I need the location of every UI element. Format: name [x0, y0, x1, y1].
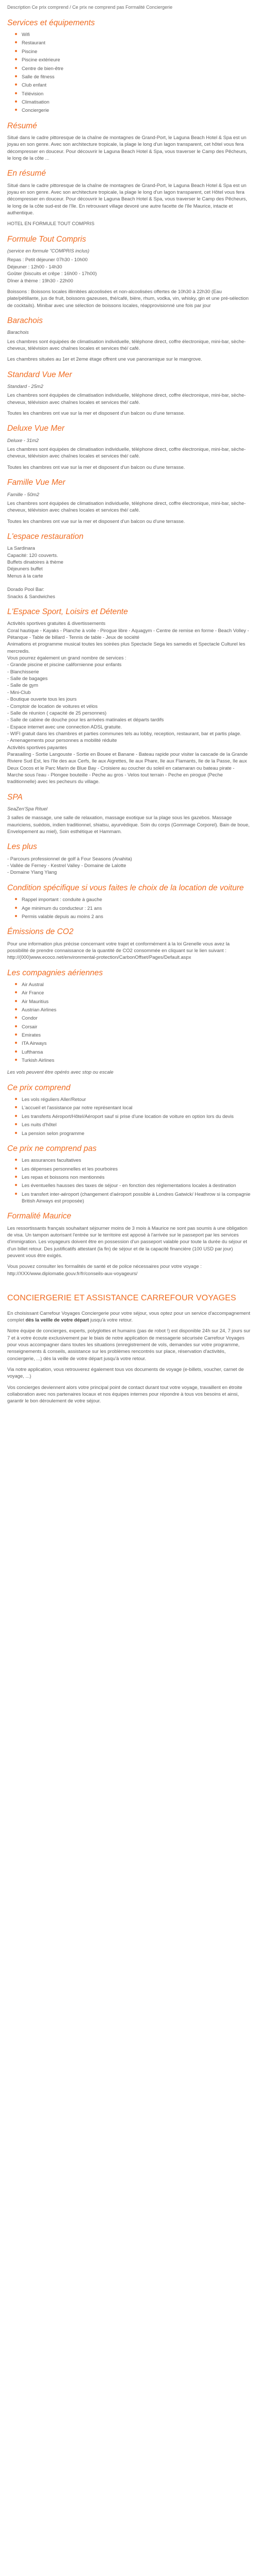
conciergerie-title: CONCIERGERIE ET ASSISTANCE CARREFOUR VOYAGES: [7, 1294, 236, 1303]
list-item: Les transferts Aéroport/Hôtel/Aéroport sauf si prise d'une location de voiture en option lors du devis: [14, 1113, 251, 1120]
spa-subtitle: SeaZen'Spa Rituel: [7, 806, 47, 812]
standard-subtitle: Standard - 25m2: [7, 383, 43, 389]
list-item: Piscine: [14, 48, 251, 55]
formalite-text: Les ressortissants français souhaitant séjourner moins de 3 mois à Maurice ne sont pas soumis à une obligation de visa. Un tampon autorisant l'entrée sur le territoire est apposé à l'arrivée sur le passeport par les services d'immigration. Les voyageurs doivent être en possession d'un passeport valable pour toute la durée du séjour et d'un billet retour. Des justificatifs attestant (la fin) de séjour et de la capacité financière (100 USD par jour) peuvent vous être exigés.: [7, 1225, 248, 1259]
en-resume-text: Situé dans le cadre pittoresque de la chaîne de montagnes de Grand-Port, le Laguna Beach Hotel & Spa est un joyau en son genre. Avec son architecture tropicale, la plage le long d'un lagon transparent, cet Hôtel vous fera décompresser en douceur. Pour découvrir le Laguna Beach Hotel & Spa, vous traverser le Camp des Pêcheurs, le long de la côte sud-est de l'île. En retrouvant village devoré une autre facette de l'île Maurice, intacte et authentique.: [7, 182, 247, 216]
plus-title: Les plus: [7, 842, 37, 852]
list-item: Conciergerie: [14, 107, 251, 113]
list-item: Club enfant: [14, 81, 251, 88]
breadcrumb[interactable]: Description Ce prix comprend / Ce prix ne comprend pas Formalité Conciergerie: [7, 5, 173, 10]
list-item: Air Austral: [14, 981, 251, 988]
famille-note: Toutes les chambres ont vue sur la mer et disposent d'un balcon ou d'une terrasse.: [7, 518, 185, 524]
list-item: Les éventuelles hausses des taxes de séjour - en fonction des réglementations locales à destination: [14, 1182, 251, 1189]
en-resume-title: En résumé: [7, 169, 46, 178]
resume-text: Situé dans le cadre pittoresque de la chaîne de montagnes de Grand-Port, le Laguna Beach Hotel & Spa est un joyau en son genre. Avec son architecture tropicale, la plage le long d'un lagon transparent, cet hôtel vous fera décompresser en douceur. Pour découvrir le Laguna Beach Hotel & Spa, vous traverser le Camp des Pêcheurs, le long de la côte ...: [7, 134, 247, 161]
plus-text: - Parcours professionnel de golf à Four Seasons (Anahita) - Vallée de Ferney - Kestrel Valley - Domaine de Lalotte - Domaine Ylang Ylang: [7, 855, 132, 875]
deluxe-note: Toutes les chambres ont vue sur la mer et disposent d'un balcon ou d'une terrasse.: [7, 464, 185, 470]
list-item: Restaurant: [14, 39, 251, 46]
conciergerie-text: Notre équipe de concierges, experts, polyglottes et humains (pas de robot !) est disponible 24h sur 24, 7 jours sur 7 et à votre écoute exclusivement par le biais de notre application de messagerie sécurisée Carrefour Voyages pour vous accompagner dans toutes les situations (enregistrement de vols, demandes sur votre programme, renseignements & conseils, assistance sur les problèmes rencontrés sur place, réservation d'activités, conciergerie, ...) dès la veille de votre départ jusqu'à votre retour.: [7, 1328, 251, 1361]
famille-title: Famille Vue Mer: [7, 478, 66, 487]
list-item: La pension selon programme: [14, 1130, 251, 1137]
compagnies-title: Les compagnies aériennes: [7, 968, 103, 977]
ne-comprend-list: [7, 1157, 251, 1204]
services-title: Services et équipements: [7, 18, 95, 27]
en-resume-note: HOTEL EN FORMULE TOUT COMPRIS: [7, 221, 94, 227]
list-item: Les dépenses personnelles et les pourboires: [14, 1165, 251, 1172]
comprend-list: [7, 1096, 251, 1137]
conciergerie-contact: Vos concierges deviennent alors votre principal point de contact durant tout votre voyage, travaillent en étroite collaboration avec nos partenaires locaux et nos équipes internes pour répondre à tous vos besoins et ainsi, garantir le bon déroulement de votre séjour.: [7, 1384, 243, 1404]
list-item: Les vols réguliers Aller/Retour: [14, 1096, 251, 1103]
ne-comprend-title: Ce prix ne comprend pas: [7, 1144, 97, 1153]
sport-title: L'Espace Sport, Loisirs et Détente: [7, 607, 128, 617]
deluxe-text: Les chambres sont équipées de climatisation individuelle, téléphone direct, coffre électronique, mini-bar, sèche-cheveux, télévision avec chaînes locales et services thé/ café.: [7, 446, 246, 459]
formule-subtitle: (service en formule "COMPRIS inclus): [7, 248, 90, 254]
list-item: Permis valable depuis au moins 2 ans: [14, 913, 251, 920]
spa-title: SPA: [7, 792, 23, 802]
compagnies-list: [7, 981, 251, 1063]
standard-title: Standard Vue Mer: [7, 370, 72, 379]
list-item: Piscine extérieure: [14, 56, 251, 63]
condition-title: Condition spécifique si vous faites le choix de la location de voiture: [7, 883, 244, 892]
list-item: Turkish Airlines: [14, 1057, 251, 1063]
resume-title: Résumé: [7, 121, 37, 130]
barachois-note: Les chambres situées au 1er et 2eme étage offrent une vue panoramique sur le mangrove.: [7, 356, 202, 362]
list-item: Télévision: [14, 90, 251, 97]
list-item: Austrian Airlines: [14, 1006, 251, 1013]
famille-subtitle: Famille - 50m2: [7, 491, 39, 497]
list-item: Corsair: [14, 1023, 251, 1030]
barachois-title: Barachois: [7, 316, 43, 325]
list-item: Climatisation: [14, 98, 251, 105]
list-item: Air France: [14, 989, 251, 996]
formalite-link-text: Vous pouvez consulter les formalités de santé et de police nécessaires pour votre voyage : http://XXX/www.diplomatie.gouv.fr/fr/conseils-aux-voyageurs/: [7, 1263, 202, 1276]
spa-text: 3 salles de massage, une salle de relaxation, massage exotique sur la plage sous les gazebos. Massage mauriciens, suédois, indien traditionnel, shiatsu, ayurvédique. Soin du corps (Gommage Corporel). Bain de boue, Envelopement au miel), Soin esthétique et Hammam.: [7, 815, 250, 835]
list-item: Condor: [14, 1014, 251, 1021]
list-item: Rappel important : conduite à gauche: [14, 896, 251, 903]
conciergerie-highlight: dès la veille de votre départ: [25, 1316, 89, 1323]
formalite-title: Formalité Maurice: [7, 1212, 72, 1221]
list-item: Wifi: [14, 31, 251, 38]
list-item: Centre de bien-être: [14, 65, 251, 72]
services-list: [7, 31, 251, 113]
barachois-text: Les chambres sont équipées de climatisation individuelle, téléphone direct, coffre électronique, mini-bar, sèche-cheveux, télévision avec chaînes locales et services thé/ café.: [7, 338, 246, 351]
comprend-title: Ce prix comprend: [7, 1083, 71, 1092]
list-item: Les nuits d'hôtel: [14, 1121, 251, 1128]
famille-text: Les chambres sont équipées de climatisation individuelle, téléphone direct, coffre électronique, mini-bar, sèche-cheveux, télévision avec chaînes locales et services thé/ café.: [7, 500, 246, 513]
list-item: Les transfert inter-aéroport (changement d'aéroport possible à Londres Gatwick/ Heathrow si la compagnie British Airways est proposée): [14, 1191, 251, 1205]
list-item: Salle de fitness: [14, 73, 251, 80]
standard-text: Les chambres sont équipées de climatisation individuelle, téléphone direct, coffre électronique, mini-bar, sèche-cheveux, télévision avec chaînes locales et services thé/ café.: [7, 392, 246, 405]
list-item: Age minimum du conducteur : 21 ans: [14, 905, 251, 911]
list-item: Lufthansa: [14, 1048, 251, 1055]
emissions-text: Pour une information plus précise concernant votre trajet et conformément à la loi Grenelle vous avez la possibilité de prendre connaissance de la quantité de CO2 consommée en cliquant sur le lien suivant : http://(000)www.ecoco.net/environmental-protection/CarbonOffset/Pages/Default.aspx: [7, 940, 230, 960]
list-item: L'accueil et l'assistance par notre représentant local: [14, 1104, 251, 1111]
formule-title: Formule Tout Compris: [7, 234, 86, 244]
list-item: Emirates: [14, 1031, 251, 1038]
deluxe-subtitle: Deluxe - 31m2: [7, 437, 39, 443]
formule-meals: Repas : Petit déjeuner 07h30 - 10h00 Déjeuner : 12h00 - 14h30 Goûter (biscuits et crêpe : 16h00 - 17h00) Dîner à thème : 19h30 - 22h00: [7, 257, 97, 283]
emissions-title: Émissions de CO2: [7, 927, 74, 937]
standard-note: Toutes les chambres ont vue sur la mer et disposent d'un balcon ou d'une terrasse.: [7, 410, 185, 416]
compagnies-note: Les vols peuvent être opérés avec stop ou escale: [7, 1069, 114, 1075]
list-item: Les repas et boissons non mentionnés: [14, 1174, 251, 1180]
deluxe-title: Deluxe Vue Mer: [7, 424, 64, 433]
conciergerie-intro: En choisissant Carrefour Voyages Conciergerie pour votre séjour, vous optez pour un service d'accompagnement complet dès la veille de votre départ jusqu'à votre retour.: [7, 1310, 250, 1323]
condition-list: [7, 896, 251, 920]
list-item: ITA Airways: [14, 1040, 251, 1046]
restauration-text: La Sardinara Capacité: 120 couverts. Buffets dinatoires à thème Déjeuners buffet Menus à la carte Dorado Pool Bar: Snacks & Sandwiches: [7, 545, 63, 599]
barachois-subtitle: Barachois: [7, 329, 29, 335]
restauration-title: L'espace restauration: [7, 532, 84, 541]
sport-text: Activités sportives gratuites & divertissements Coral hautique - Kayaks - Planche à voile - Pirogue libre - Aquagym - Centre de remise en forme - Beach Volley - Pétanque - Table de billard - Tennis de table - Jeux de société Animations et programme musical toutes les soirées plus Spectacle Sega les samedis et Spectacle Culturel les mercredis. Vous pourrez également un grand nombre de services : - Grande piscine et piscine californienne pour enfants - Blanchisserie - Salle de bagages - Salle de gym - Mini-Club - Boutique ouverte tous les jours - Comptoir de location de voitures et vélos - Salle de réunion ( capacité de 25 personnes) - Salle de cabine de douche pour les arrivées matinales et départs tardifs - Espace internet avec une connection ADSL gratuite. - WIFI gratuit dans les chambres et parties communes tels au lobby, reception, restaurant, bar et partis plage. - Amenagements pour personnes a mobilité réduite Activités sportives payantes Parasailing - Sortie Langouste - Sortie en Bouee et Banane - Bateau rapide pour visiter la cascade de la Grande Riviere Sud Est, les l'Ile des aux Cerfs, Ile aux Aigrettes, Ile aux Phare, Ile aux Flamants, Ile de la Passe, Ile aux Deux Cocos et le Parc Marin de Blue Bay - Croisiere au coucher du soleil en catamaran ou bateau pirate - Marche sous l'eau - Plongee bouteille - Peche au gros - Velos tout terrain - Peche en pirogue (Peche traditionnelle) avec les pecheurs du village.: [7, 620, 249, 785]
formule-drinks: Boissons : Boissons locales illimitées alcoolisées et non-alcoolisées offertes de 10h30 à 22h30 (Eau plate/pétillante, jus de fruit, boissons gazeuses, thé/café, bière, rhum, vodka, vin, whisky, gin et une pré-sélection de cocktails). Minibar avec une sélection de boissons locales, réapprovisionné une fois par jour: [7, 288, 249, 308]
list-item: Air Mauritius: [14, 998, 251, 1005]
conciergerie-documents: Via notre application, vous retrouverez également tous vos documents de voyage (e-billets, voucher, carnet de voyage, ...): [7, 1366, 244, 1379]
list-item: Les assurances facultatives: [14, 1157, 251, 1163]
